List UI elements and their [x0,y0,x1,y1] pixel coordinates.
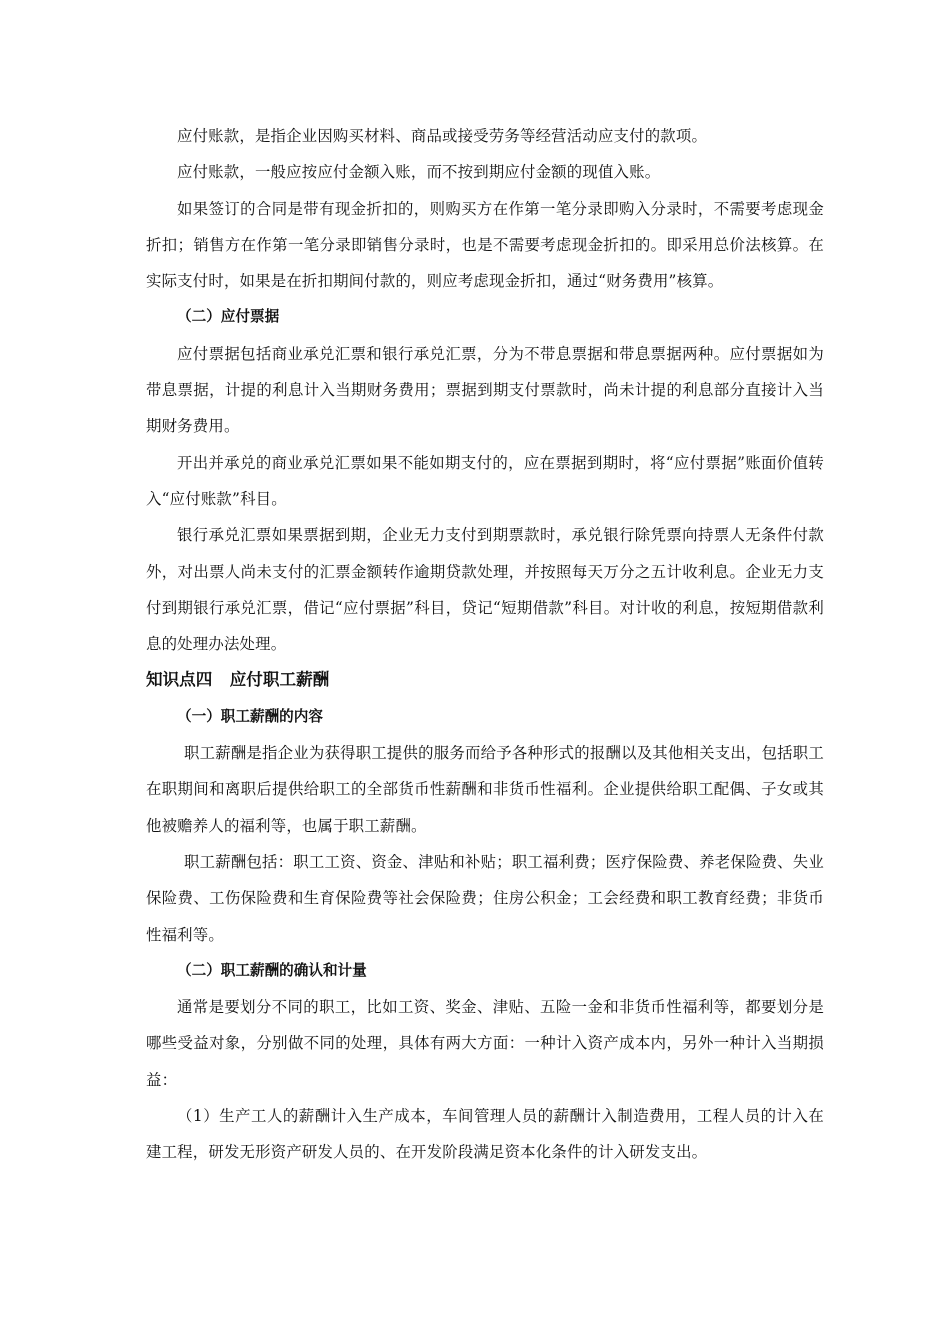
paragraph-compensation-classification: 通常是要划分不同的职工，比如工资、奖金、津贴、五险一金和非货币性福利等，都要划分是哪些受益对象，分别做不同的处理，具体有两大方面：一种计入资产成本内，另外一种计入当期损益： [146,998,824,1089]
document-page [146,118,824,1171]
section-heading-knowledge-point-4: 知识点四 应付职工薪酬 [146,670,330,690]
paragraph-accounts-payable-recording: 应付账款，一般应按应付金额入账，而不按到期应付金额的现值入账。 [177,163,661,182]
subheading-compensation-recognition: （二）职工薪酬的确认和计量 [177,961,367,979]
paragraph-compensation-cost-allocation: （1）生产工人的薪酬计入生产成本，车间管理人员的薪酬计入制造费用，工程人员的计入在建工程，研发无形资产研发人员的、在开发阶段满足资本化条件的计入研发支出。 [146,1107,824,1162]
paragraph-notes-payable-types: 应付票据包括商业承兑汇票和银行承兑汇票，分为不带息票据和带息票据两种。应付票据如为带息票据，计提的利息计入当期财务费用；票据到期支付票款时，尚未计提的利息部分直接计入当期财务费用。 [146,344,824,436]
paragraph-cash-discount: 如果签订的合同是带有现金折扣的，则购买方在作第一笔分录即购入分录时，不需要考虑现金折扣；销售方在作第一笔分录即销售分录时，也是不需要考虑现金折扣的。即采用总价法核算。在实际支付时，如果是在折扣期间付款的，则应考虑现金折扣，通过“财务费用”核算。 [146,199,824,291]
subheading-notes-payable: （二）应付票据 [177,308,280,326]
paragraph-compensation-definition: 职工薪酬是指企业为获得职工提供的服务而给予各种形式的报酬以及其他相关支出，包括职工在职期间和离职后提供给职工的全部货币性薪酬和非货币性福利。企业提供给职工配偶、子女或其他被赡养人的福利等，也属于职工薪酬。 [146,744,824,835]
paragraph-compensation-components: 职工薪酬包括：职工工资、资金、津贴和补贴；职工福利费；医疗保险费、养老保险费、失业保险费、工伤保险费和生育保险费等社会保险费；住房公积金；工会经费和职工教育经费；非货币性福利等。 [146,852,824,944]
paragraph-accounts-payable-definition: 应付账款，是指企业因购买材料、商品或接受劳务等经营活动应支付的款项。 [177,127,708,145]
paragraph-commercial-acceptance: 开出并承兑的商业承兑汇票如果不能如期支付的，应在票据到期时，将“应付票据”账面价值转入“应付账款”科目。 [146,453,824,508]
paragraph-bank-acceptance: 银行承兑汇票如果票据到期，企业无力支付到期票款时，承兑银行除凭票向持票人无条件付款外，对出票人尚未支付的汇票金额转作逾期贷款处理，并按照每天万分之五计收利息。企业无力支付到期银行承兑汇票，借记“应付票据”科目，贷记“短期借款”科目。对计收的利息，按短期借款利息的处理办法处理。 [146,526,824,654]
subheading-compensation-content: （一）职工薪酬的内容 [177,707,323,725]
